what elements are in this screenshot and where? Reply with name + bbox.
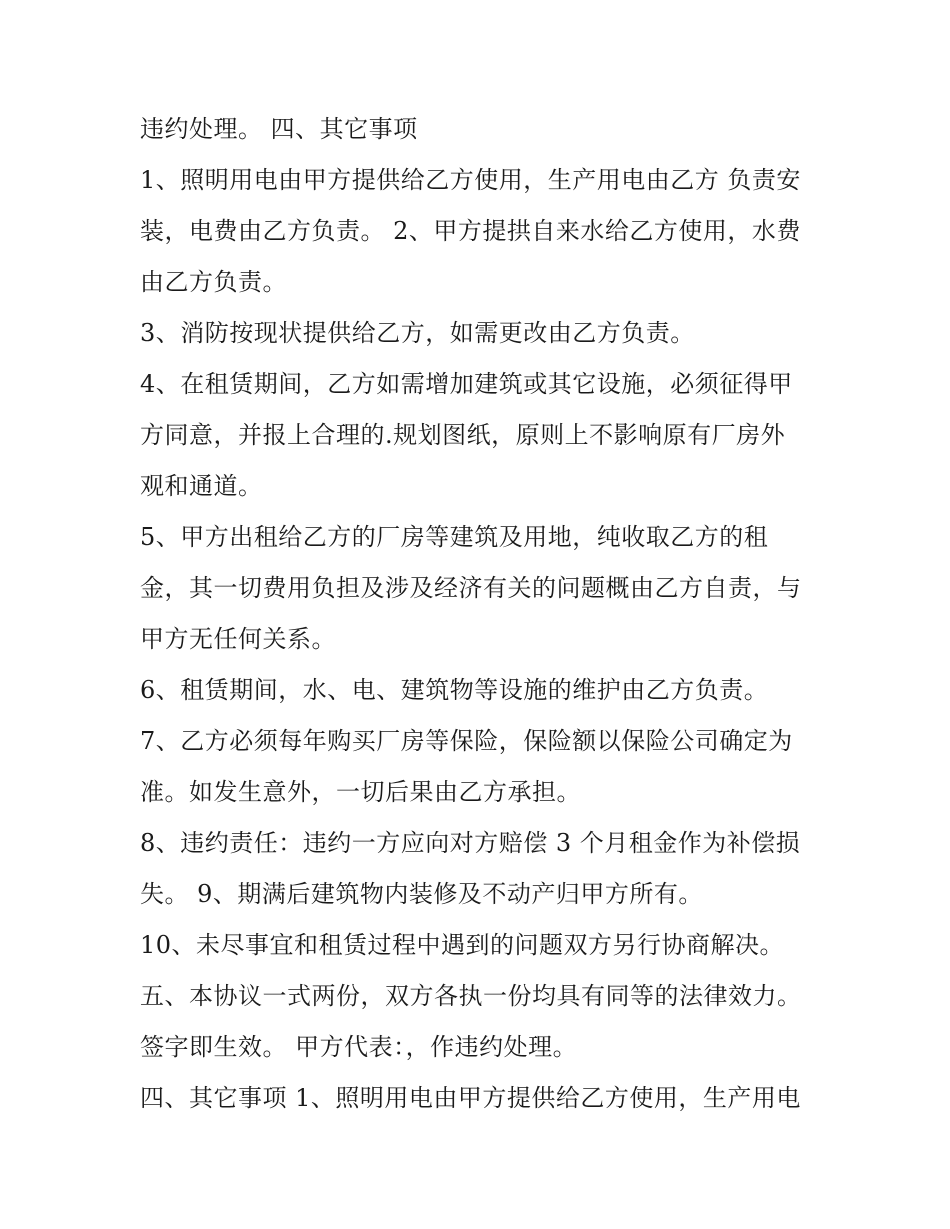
text-line: 方同意，并报上合理的.规划图纸，原则上不影响原有厂房外	[140, 421, 786, 449]
text-line: 10、未尽事宜和租赁过程中遇到的问题双方另行协商解决。	[140, 931, 785, 959]
text-line: 8、违约责任：违约一方应向对方赔偿 3 个月租金作为补偿损	[140, 829, 801, 857]
text-line: 装，电费由乙方负责。 2、甲方提拱自来水给乙方使用，水费	[140, 217, 801, 245]
text-line: 1、照明用电由甲方提供给乙方使用，生产用电由乙方 负责安	[140, 166, 801, 194]
text-line: 5、甲方出租给乙方的厂房等建筑及用地，纯收取乙方的租	[140, 523, 769, 551]
text-line: 违约处理。 四、其它事项	[140, 115, 418, 143]
text-line: 金，其一切费用负担及涉及经济有关的问题概由乙方自责，与	[140, 574, 802, 602]
text-line: 准。如发生意外，一切后果由乙方承担。	[140, 778, 581, 806]
text-line: 五、本协议一式两份，双方各执一份均具有同等的法律效力。	[140, 982, 802, 1010]
text-line: 甲方无任何关系。	[140, 625, 336, 653]
text-line: 3、消防按现状提供给乙方，如需更改由乙方负责。	[140, 319, 695, 347]
text-line: 观和通道。	[140, 472, 263, 500]
text-line: 7、乙方必须每年购买厂房等保险，保险额以保险公司确定为	[140, 727, 793, 755]
text-line: 签字即生效。 甲方代表：，作违约处理。	[140, 1033, 578, 1061]
text-line: 4、在租赁期间，乙方如需增加建筑或其它设施，必须征得甲	[140, 370, 793, 398]
document-body	[140, 104, 840, 1124]
text-line: 6、租赁期间，水、电、建筑物等设施的维护由乙方负责。	[140, 676, 769, 704]
text-line: 失。 9、期满后建筑物内装修及不动产归甲方所有。	[140, 880, 703, 908]
text-line: 由乙方负责。	[140, 268, 287, 296]
text-line: 四、其它事项 1、照明用电由甲方提供给乙方使用，生产用电	[140, 1084, 801, 1112]
